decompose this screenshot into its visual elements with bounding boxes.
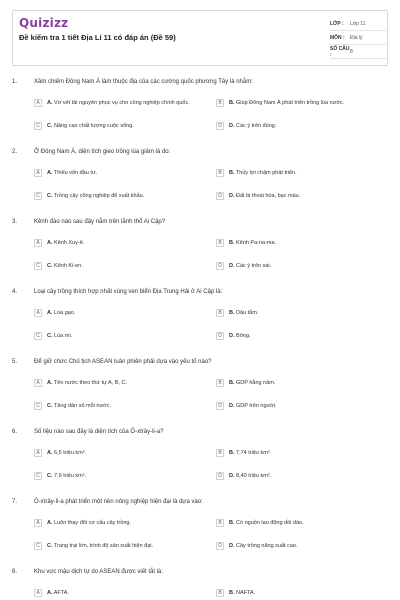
- option-text: D. Đất bị thoái hóa, bạc màu.: [229, 193, 301, 199]
- option-text: D. 8,40 triệu km².: [229, 473, 272, 479]
- meta-row-count: [330, 45, 386, 59]
- meta-row-subject: [330, 31, 386, 45]
- option-label: C.: [47, 333, 53, 339]
- question-text: Ở Đông Nam Á, diện tích gieo trồng lúa giảm là do:: [34, 149, 171, 155]
- option-letter-box: A: [34, 379, 42, 387]
- option-text: D. Các ý trên sai.: [229, 263, 272, 269]
- question-text: Kênh đào nào sau đây nằm trên lãnh thổ Ai Cập?: [34, 219, 166, 225]
- option-text: B. GDP hằng năm.: [229, 380, 276, 386]
- meta-key: MÔN :: [330, 34, 345, 41]
- option-letter-box: B: [216, 239, 224, 247]
- answer-option-c[interactable]: [34, 192, 212, 200]
- option-letter-box: D: [216, 472, 224, 480]
- option-text: D. Các ý trên đúng.: [229, 123, 277, 129]
- meta-key: SỐ CÂU :: [330, 45, 350, 58]
- answer-option-a[interactable]: [34, 449, 212, 457]
- answer-option-d[interactable]: [216, 472, 394, 480]
- option-text: B. 7,74 triệu km².: [229, 450, 272, 456]
- answer-option-a[interactable]: [34, 519, 212, 527]
- option-label: B.: [229, 590, 235, 596]
- option-label: B.: [229, 240, 235, 246]
- meta-row-grade: [330, 17, 386, 31]
- answer-option-c[interactable]: [34, 262, 212, 270]
- answer-option-a[interactable]: [34, 379, 212, 387]
- option-label: B.: [229, 100, 235, 106]
- option-label: A.: [47, 520, 53, 526]
- meta-value: Địa lý: [350, 34, 363, 41]
- option-letter-box: A: [34, 589, 42, 597]
- answer-option-c[interactable]: [34, 332, 212, 340]
- option-text: C. Nâng cao chất lượng cuộc sống.: [47, 123, 134, 129]
- option-label: A.: [47, 310, 53, 316]
- answer-option-c[interactable]: [34, 402, 212, 410]
- answer-option-d[interactable]: [216, 332, 394, 340]
- option-text: A. Lúa gạo.: [47, 310, 76, 316]
- option-letter-box: B: [216, 449, 224, 457]
- option-text: B. Giúp Đông Nam Á phát triển trồng lúa nước.: [229, 100, 345, 106]
- option-letter-box: A: [34, 309, 42, 317]
- option-label: B.: [229, 170, 235, 176]
- option-letter-box: C: [34, 332, 42, 340]
- option-text: B. Có nguồn lao động dồi dào.: [229, 520, 304, 526]
- answer-option-c[interactable]: [34, 542, 212, 550]
- option-letter-box: A: [34, 169, 42, 177]
- answer-option-d[interactable]: [216, 122, 394, 130]
- option-letter-box: B: [216, 309, 224, 317]
- option-text: C. 7,9 triệu km².: [47, 473, 87, 479]
- option-text: A. Luôn thay đổi cơ cấu cây trồng.: [47, 520, 132, 526]
- question-number: 5.: [12, 359, 18, 365]
- option-label: B.: [229, 380, 235, 386]
- option-text: C. Tăng dân số mỗi nước.: [47, 403, 112, 409]
- meta-value: 8: [350, 48, 353, 55]
- option-text: A. 6,5 triệu km².: [47, 450, 87, 456]
- question-number: 7.: [12, 499, 18, 505]
- option-label: A.: [47, 380, 53, 386]
- option-label: D.: [229, 263, 235, 269]
- option-label: C.: [47, 543, 53, 549]
- answer-option-a[interactable]: [34, 169, 212, 177]
- answer-option-c[interactable]: [34, 122, 212, 130]
- question-text: Loại cây trồng thích hợp nhất vùng ven biển Địa Trung Hải ở Ai Cập là:: [34, 289, 223, 295]
- option-letter-box: B: [216, 99, 224, 107]
- option-text: D. Cây trồng năng suất cao.: [229, 543, 298, 549]
- answer-option-d[interactable]: [216, 542, 394, 550]
- option-text: D. Bông.: [229, 333, 251, 339]
- option-label: C.: [47, 473, 53, 479]
- question-text: Khu vực mậu dịch tự do ASEAN được viết tắt là:: [34, 569, 164, 575]
- option-text: A. AFTA.: [47, 590, 69, 596]
- option-letter-box: C: [34, 262, 42, 270]
- option-letter-box: A: [34, 99, 42, 107]
- option-text: C. Kênh Ki-en.: [47, 263, 83, 269]
- option-label: A.: [47, 240, 53, 246]
- option-text: B. Kênh Pa-na-ma.: [229, 240, 277, 246]
- answer-option-b[interactable]: [216, 449, 394, 457]
- option-label: D.: [229, 473, 235, 479]
- option-text: A. Thiếu vốn đầu tư.: [47, 170, 98, 176]
- answer-option-a[interactable]: [34, 239, 212, 247]
- option-text: B. Dâu tằm.: [229, 310, 259, 316]
- quizizz-logo[interactable]: Quizizz: [19, 16, 69, 30]
- question-number: 6.: [12, 429, 18, 435]
- option-letter-box: A: [34, 519, 42, 527]
- option-letter-box: C: [34, 542, 42, 550]
- option-label: B.: [229, 310, 235, 316]
- option-letter-box: B: [216, 589, 224, 597]
- answer-option-b[interactable]: [216, 99, 394, 107]
- option-letter-box: C: [34, 192, 42, 200]
- answer-option-a[interactable]: [34, 99, 212, 107]
- option-label: C.: [47, 403, 53, 409]
- option-letter-box: D: [216, 262, 224, 270]
- option-text: C. Lúa mì.: [47, 333, 73, 339]
- question-text: Số liệu nào sau đây là diện tích của Ô-xtrây-li-a?: [34, 429, 164, 435]
- option-letter-box: B: [216, 519, 224, 527]
- option-letter-box: B: [216, 169, 224, 177]
- meta-key: LỚP :: [330, 20, 344, 27]
- option-text: C. Trang trại lớn, trình độ sản xuất hiện đại.: [47, 543, 154, 549]
- option-text: A. Vơ vét tài nguyên phục vụ cho công nghiệp chính quốc.: [47, 100, 190, 106]
- answer-option-d[interactable]: [216, 192, 394, 200]
- answer-option-b[interactable]: [216, 519, 394, 527]
- option-label: A.: [47, 590, 53, 596]
- option-letter-box: C: [34, 402, 42, 410]
- question-text: Ô-xtrây-li-a phát triển một nền nông nghiệp hiện đại là dựa vào:: [34, 499, 203, 505]
- option-label: D.: [229, 333, 235, 339]
- question-number: 2.: [12, 149, 18, 155]
- option-letter-box: A: [34, 449, 42, 457]
- option-letter-box: D: [216, 192, 224, 200]
- option-text: C. Trồng cây công nghiệp để xuất khẩu.: [47, 193, 145, 199]
- quiz-title: Đề kiểm tra 1 tiết Địa Lí 11 có đáp án (Đề 59): [19, 33, 176, 42]
- option-letter-box: C: [34, 472, 42, 480]
- option-letter-box: D: [216, 402, 224, 410]
- answer-option-b[interactable]: [216, 169, 394, 177]
- option-label: C.: [47, 123, 53, 129]
- answer-option-a[interactable]: [34, 589, 212, 597]
- option-label: A.: [47, 170, 53, 176]
- option-label: C.: [47, 193, 53, 199]
- option-label: D.: [229, 193, 235, 199]
- option-letter-box: B: [216, 379, 224, 387]
- answer-option-b[interactable]: [216, 239, 394, 247]
- answer-option-b[interactable]: [216, 379, 394, 387]
- option-letter-box: D: [216, 542, 224, 550]
- option-label: B.: [229, 520, 235, 526]
- question-number: 1.: [12, 79, 18, 85]
- option-label: C.: [47, 263, 53, 269]
- question-number: 8.: [12, 569, 18, 575]
- answer-option-d[interactable]: [216, 262, 394, 270]
- option-letter-box: D: [216, 332, 224, 340]
- option-label: D.: [229, 543, 235, 549]
- question-number: 3.: [12, 219, 18, 225]
- option-label: D.: [229, 403, 235, 409]
- answer-option-d[interactable]: [216, 402, 394, 410]
- option-label: B.: [229, 450, 235, 456]
- meta-value: Lớp 11: [350, 20, 366, 27]
- option-label: D.: [229, 123, 235, 129]
- quiz-meta: [330, 17, 386, 59]
- option-letter-box: C: [34, 122, 42, 130]
- answer-option-b[interactable]: [216, 589, 394, 597]
- quiz-header: [12, 10, 388, 66]
- question-number: 4.: [12, 289, 18, 295]
- option-letter-box: D: [216, 122, 224, 130]
- answer-option-b[interactable]: [216, 309, 394, 317]
- question-text: Xâm chiếm Đông Nam Á làm thuộc địa của các cường quốc phương Tây là nhằm:: [34, 79, 253, 85]
- option-text: B. Thủy lợi chậm phát triển.: [229, 170, 297, 176]
- answer-option-a[interactable]: [34, 309, 212, 317]
- option-label: A.: [47, 450, 53, 456]
- answer-option-c[interactable]: [34, 472, 212, 480]
- option-text: A. Kênh Xuy-ê.: [47, 240, 85, 246]
- option-letter-box: A: [34, 239, 42, 247]
- option-text: D. GDP trên người.: [229, 403, 277, 409]
- option-text: B. NAFTA.: [229, 590, 256, 596]
- option-label: A.: [47, 100, 53, 106]
- question-text: Để giữ chức Chủ tịch ASEAN luân phiên phải dựa vào yếu tố nào?: [34, 359, 212, 365]
- option-text: A. Tên nước theo thứ tự A, B, C.: [47, 380, 127, 386]
